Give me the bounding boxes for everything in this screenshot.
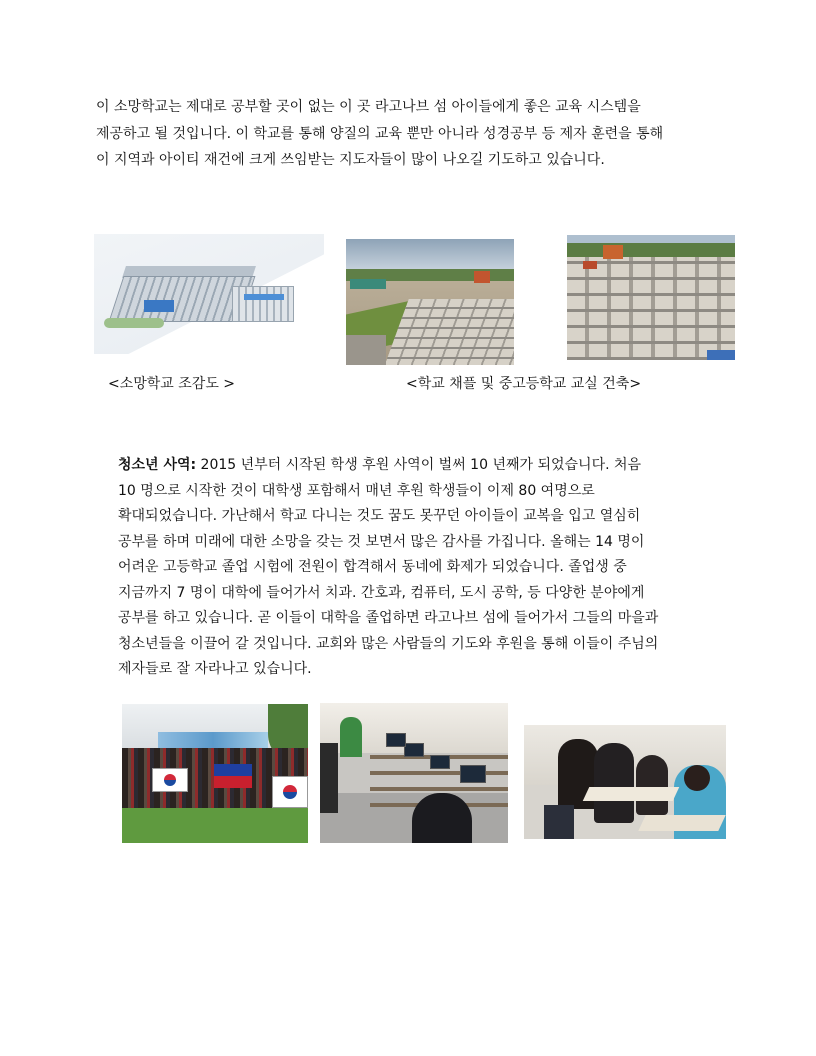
korean-flag-icon <box>272 776 308 808</box>
classroom-exam-photo <box>524 725 726 839</box>
group-photo-flags <box>122 704 308 843</box>
intro-line: 제공하고 될 것입니다. 이 학교를 통해 양질의 교육 뿐만 아니라 성경공부 등 제자 훈련을 통해 <box>96 125 664 142</box>
construction-caption: <학교 채플 및 중고등학교 교실 건축> <box>406 376 642 392</box>
youth-ministry-paragraph <box>118 453 658 683</box>
youth-line: 2015 년부터 시작된 학생 후원 사역이 벌써 10 년째가 되었습니다. 처음 <box>196 457 642 473</box>
construction-photo-classrooms <box>567 235 735 360</box>
youth-line: 공부를 하며 미래에 대한 소망을 갖는 것 보면서 많은 감사를 가집니다. 올해는 14 명이 <box>118 533 645 550</box>
youth-line: 청소년들을 이끌어 갈 것입니다. 교회와 많은 사람들의 기도와 후원을 통해 이들이 주님의 <box>118 635 659 652</box>
youth-line: 10 명으로 시작한 것이 대학생 포함해서 매년 후원 학생들이 이제 80 여명으로 <box>118 482 595 499</box>
rendering-caption: <소망학교 조감도 > <box>108 376 236 392</box>
youth-line: 제자들로 잘 자라나고 있습니다. <box>118 661 312 677</box>
haiti-flag-icon <box>214 764 252 788</box>
youth-first-line <box>118 453 658 479</box>
youth-line: 확대되었습니다. 가난해서 학교 다니는 것도 꿈도 못꾸던 아이들이 교복을 입고 열심히 <box>118 508 641 524</box>
youth-line: 어려운 고등학교 졸업 시험에 전원이 합격해서 동네에 화제가 되었습니다. 졸업생 중 <box>118 559 627 575</box>
computer-lab-photo <box>320 703 508 843</box>
intro-paragraph <box>96 94 663 174</box>
youth-ministry-heading: 청소년 사역: <box>118 457 197 473</box>
youth-line: 지금까지 7 명이 대학에 들어가서 치과. 간호과, 컴퓨터, 도시 공학, 등 다양한 분야에게 <box>118 584 645 601</box>
school-rendering-image <box>94 234 324 354</box>
intro-line: 이 소망학교는 제대로 공부할 곳이 없는 이 곳 라고나브 섬 아이들에게 좋은 교육 시스템을 <box>96 99 641 115</box>
intro-line: 이 지역과 아이티 재건에 크게 쓰임받는 지도자들이 많이 나오길 기도하고 있습니다. <box>96 152 605 168</box>
korean-flag-icon <box>152 768 188 792</box>
construction-photo-chapel <box>346 239 514 365</box>
youth-line: 공부를 하고 있습니다. 곧 이들이 대학을 졸업하면 라고나브 섬에 들어가서 그들의 마을과 <box>118 610 659 626</box>
